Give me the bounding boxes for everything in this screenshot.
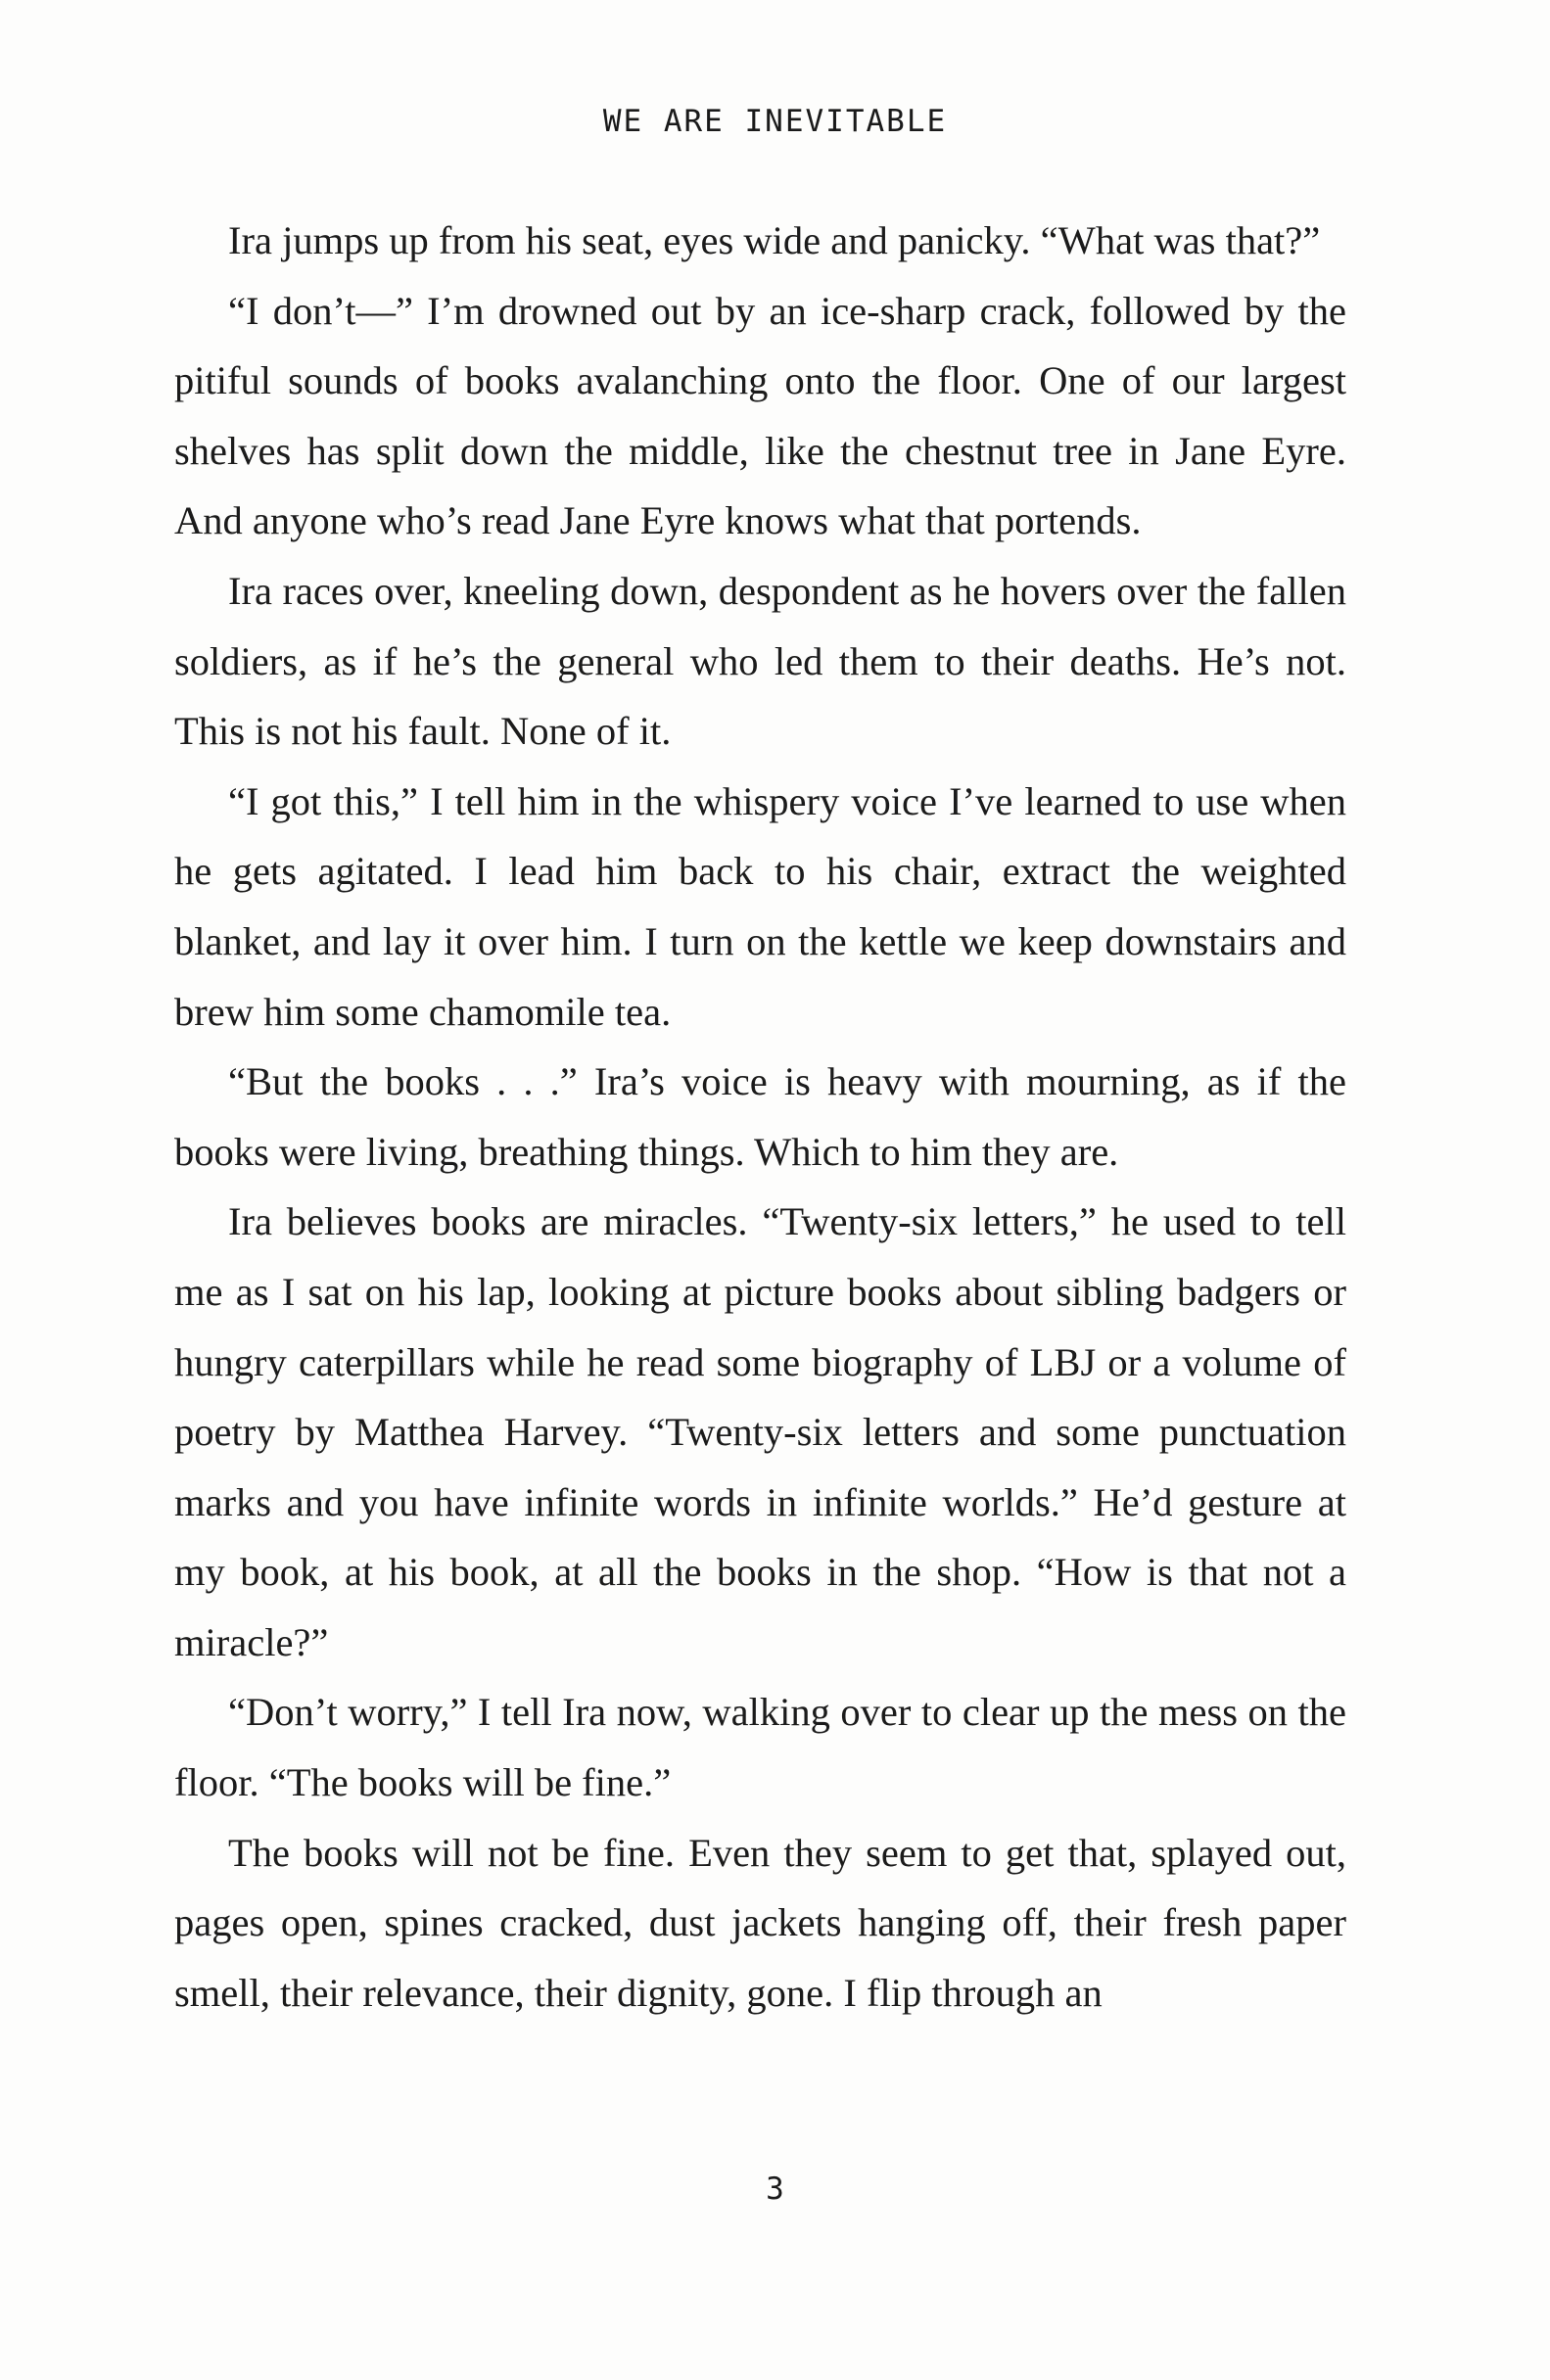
paragraph: “I don’t—” I’m drowned out by an ice-sharp crack, followed by the pitiful sounds of books avalanching onto the floor. One of our largest shelves has split down the middle, like the chestnut tree in Jane Eyre. And anyone who’s read Jane Eyre knows what that portends. [174,288,1346,543]
body-text [174,206,1346,2028]
paragraph: Ira jumps up from his seat, eyes wide and panicky. “What was that?” [228,218,1321,262]
paragraph: Ira races over, kneeling down, despondent as he hovers over the fallen soldiers, as if he’s the general who led them to their deaths. He’s not. This is not his fault. None of it. [174,568,1346,754]
paragraph: Ira believes books are miracles. “Twenty-six letters,” he used to tell me as I sat on his lap, looking at picture books about sibling badgers or hungry caterpillars while he read some biography of LBJ or a volume of poetry by Matthea Harvey. “Twenty-six letters and some punctuation marks and you have infinite words in infinite worlds.” He’d gesture at my book, at his book, at all the books in the shop. “How is that not a miracle?” [174,1199,1346,1664]
paragraph: “I got this,” I tell him in the whispery voice I’ve learned to use when he gets agitated. I lead him back to his chair, extract the weighted blanket, and lay it over him. I turn on the kettle we keep downstairs and brew him some chamomile tea. [174,778,1346,1034]
paragraph: “But the books . . .” Ira’s voice is heavy with mourning, as if the books were living, breathing things. Which to him they are. [174,1059,1346,1174]
paragraph: “Don’t worry,” I tell Ira now, walking over to clear up the mess on the floor. “The books will be fine.” [174,1690,1346,1805]
paragraph: The books will not be fine. Even they seem to get that, splayed out, pages open, spines cracked, dust jackets hanging off, their fresh paper smell, their relevance, their dignity, gone. I flip through an [174,1830,1346,2015]
running-head: WE ARE INEVITABLE [602,104,948,139]
page-number: 3 [766,2171,784,2207]
